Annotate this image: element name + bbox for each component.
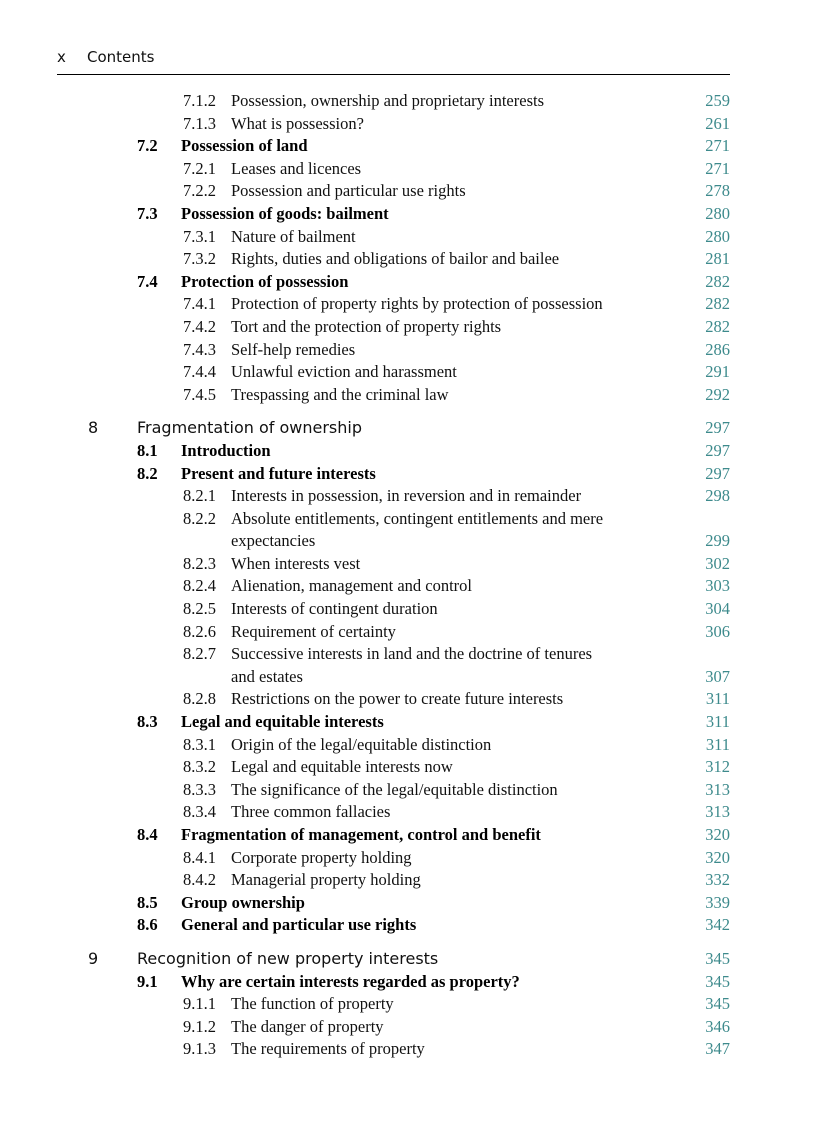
entry-page-number[interactable]: 278 bbox=[705, 181, 730, 201]
entry-page-number[interactable]: 259 bbox=[705, 91, 730, 110]
table-of-contents bbox=[0, 90, 816, 1061]
entry-title: Group ownership bbox=[181, 892, 305, 912]
entry-page-number[interactable]: 311 bbox=[705, 734, 730, 754]
entry-title: expectancies bbox=[231, 531, 316, 551]
entry-page-number[interactable]: 298 bbox=[705, 486, 730, 506]
entry-number: 8.2.4 bbox=[183, 576, 216, 596]
entry-title: The function of property bbox=[231, 994, 394, 1014]
entry-title: Three common fallacies bbox=[231, 802, 391, 822]
entry-title: Legal and equitable interests bbox=[181, 712, 384, 732]
toc-entry-sub[interactable] bbox=[0, 688, 816, 711]
entry-title: Protection of property rights by protection of possession bbox=[231, 294, 603, 314]
entry-page-number[interactable]: 271 bbox=[705, 158, 730, 178]
entry-number: 9.1.2 bbox=[183, 1016, 216, 1036]
entry-page-number[interactable]: 332 bbox=[705, 870, 730, 890]
page-folio: x bbox=[57, 48, 66, 66]
entry-number: 9.1 bbox=[137, 971, 158, 991]
entry-title: The significance of the legal/equitable distinction bbox=[231, 779, 558, 799]
toc-entry-sub[interactable] bbox=[0, 553, 816, 576]
entry-title: Absolute entitlements, contingent entitlements and mere bbox=[231, 508, 604, 528]
entry-page-number[interactable]: 312 bbox=[705, 757, 730, 777]
entry-title: General and particular use rights bbox=[181, 915, 417, 935]
entry-number: 8.2.5 bbox=[183, 599, 216, 619]
entry-number: 7.2.1 bbox=[183, 158, 216, 178]
toc-entry-sub[interactable] bbox=[0, 485, 816, 508]
toc-entry-section[interactable] bbox=[0, 892, 816, 915]
entry-number: 8.2 bbox=[137, 463, 158, 483]
toc-entry-section[interactable] bbox=[0, 135, 816, 158]
toc-entry-section[interactable] bbox=[0, 203, 816, 226]
entry-page-number[interactable]: 291 bbox=[705, 362, 730, 382]
entry-number: 8.3.3 bbox=[183, 779, 216, 799]
entry-page-number[interactable]: 261 bbox=[705, 113, 730, 133]
entry-page-number[interactable]: 313 bbox=[705, 802, 730, 822]
entry-number: 7.4.3 bbox=[183, 339, 216, 359]
running-header bbox=[57, 46, 730, 75]
entry-title: Restrictions on the power to create future interests bbox=[231, 689, 564, 709]
entry-page-number[interactable]: 311 bbox=[705, 689, 730, 709]
toc-entry-sub[interactable] bbox=[0, 361, 816, 384]
toc-entry-section[interactable] bbox=[0, 914, 816, 937]
entry-page-number[interactable]: 313 bbox=[705, 779, 730, 799]
entry-page-number[interactable]: 282 bbox=[705, 316, 730, 336]
entry-page-number[interactable]: 299 bbox=[705, 531, 730, 551]
toc-entry-sub[interactable] bbox=[0, 384, 816, 407]
entry-title: Possession, ownership and proprietary interests bbox=[231, 91, 544, 110]
entry-number: 7.3 bbox=[137, 203, 158, 223]
running-title: Contents bbox=[87, 48, 155, 66]
entry-title: Self-help remedies bbox=[231, 339, 356, 359]
entry-number: 7.1.3 bbox=[183, 113, 216, 133]
entry-title: Alienation, management and control bbox=[231, 576, 473, 596]
toc-entry-chapter[interactable] bbox=[0, 948, 816, 971]
entry-number: 7.4 bbox=[137, 271, 158, 291]
entry-number: 8.2.6 bbox=[183, 621, 216, 641]
entry-title: Why are certain interests regarded as property? bbox=[181, 971, 520, 991]
toc-entry-sub[interactable] bbox=[0, 339, 816, 362]
toc-entry-sub[interactable] bbox=[0, 801, 816, 824]
entry-page-number[interactable]: 307 bbox=[705, 666, 730, 686]
toc-entry-sub[interactable] bbox=[0, 158, 816, 181]
entry-page-number[interactable]: 280 bbox=[705, 226, 730, 246]
entry-page-number[interactable]: 320 bbox=[705, 847, 730, 867]
entry-title: Recognition of new property interests bbox=[137, 948, 439, 968]
entry-title: Trespassing and the criminal law bbox=[231, 384, 449, 404]
entry-number: 8.4.2 bbox=[183, 870, 216, 890]
entry-title: Unlawful eviction and harassment bbox=[231, 362, 457, 382]
entry-number: 8.2.1 bbox=[183, 486, 216, 506]
entry-number: 8.3.2 bbox=[183, 757, 216, 777]
toc-entry-sub[interactable] bbox=[0, 293, 816, 316]
toc-entry-sub[interactable] bbox=[0, 316, 816, 339]
entry-page-number[interactable]: 281 bbox=[705, 249, 730, 269]
entry-page-number[interactable]: 282 bbox=[705, 271, 730, 291]
entry-number: 8.3.4 bbox=[183, 802, 216, 822]
toc-entry-section[interactable] bbox=[0, 711, 816, 734]
entry-title: Corporate property holding bbox=[231, 847, 412, 867]
toc-entry-sub[interactable] bbox=[0, 1038, 816, 1061]
entry-title: Fragmentation of ownership bbox=[137, 418, 362, 438]
entry-number: 8.3.1 bbox=[183, 734, 216, 754]
toc-entry-sub[interactable] bbox=[0, 643, 816, 666]
entry-page-number[interactable]: 280 bbox=[705, 203, 730, 223]
entry-number: 9.1.1 bbox=[183, 994, 216, 1014]
entry-number: 8.5 bbox=[137, 892, 158, 912]
entry-page-number[interactable]: 297 bbox=[705, 463, 730, 483]
entry-page-number[interactable]: 282 bbox=[705, 294, 730, 314]
entry-number: 7.4.2 bbox=[183, 316, 216, 336]
toc-entry-section[interactable] bbox=[0, 971, 816, 994]
entry-title: The requirements of property bbox=[231, 1039, 425, 1059]
toc-entry-cont[interactable] bbox=[0, 666, 816, 689]
entry-page-number[interactable]: 306 bbox=[705, 621, 730, 641]
entry-number: 7.1.2 bbox=[183, 91, 216, 110]
toc-entry-sub[interactable] bbox=[0, 180, 816, 203]
toc-entry-sub[interactable] bbox=[0, 734, 816, 757]
entry-title: Possession of goods: bailment bbox=[181, 203, 389, 223]
toc-entry-sub[interactable] bbox=[0, 575, 816, 598]
toc-entry-sub[interactable] bbox=[0, 993, 816, 1016]
toc-entry-sub[interactable] bbox=[0, 847, 816, 870]
toc-entry-chapter[interactable] bbox=[0, 417, 816, 440]
entry-title: Tort and the protection of property rights bbox=[231, 316, 502, 336]
entry-title: Successive interests in land and the doctrine of tenures bbox=[231, 644, 593, 664]
entry-page-number[interactable]: 347 bbox=[705, 1039, 730, 1059]
entry-title: Requirement of certainty bbox=[231, 621, 396, 641]
entry-page-number[interactable]: 286 bbox=[705, 339, 730, 359]
entry-title: Introduction bbox=[181, 440, 271, 460]
toc-entry-sub[interactable] bbox=[0, 598, 816, 621]
entry-title: Nature of bailment bbox=[231, 226, 356, 246]
entry-page-number[interactable]: 345 bbox=[705, 994, 730, 1014]
entry-title: Interests in possession, in reversion and in remainder bbox=[231, 486, 582, 506]
toc-entry-section[interactable] bbox=[0, 824, 816, 847]
entry-number: 9 bbox=[88, 948, 99, 968]
entry-number: 8.6 bbox=[137, 915, 158, 935]
entry-page-number[interactable]: 342 bbox=[705, 915, 730, 935]
toc-entry-sub[interactable] bbox=[0, 113, 816, 136]
toc-entry-sub[interactable] bbox=[0, 226, 816, 249]
entry-title: Leases and licences bbox=[231, 158, 362, 178]
toc-entry-sub[interactable] bbox=[0, 90, 816, 113]
toc-entry-cont[interactable] bbox=[0, 530, 816, 553]
entry-page-number[interactable]: 303 bbox=[705, 576, 730, 596]
entry-page-number[interactable]: 297 bbox=[705, 440, 730, 460]
entry-page-number[interactable]: 304 bbox=[705, 599, 730, 619]
entry-title: Origin of the legal/equitable distinction bbox=[231, 734, 492, 754]
entry-page-number[interactable]: 292 bbox=[705, 384, 730, 404]
entry-title: and estates bbox=[231, 666, 303, 686]
entry-title: The danger of property bbox=[231, 1016, 384, 1036]
toc-entry-sub[interactable] bbox=[0, 508, 816, 531]
entry-title: Possession and particular use rights bbox=[231, 181, 466, 201]
toc-entry-sub[interactable] bbox=[0, 1016, 816, 1039]
entry-number: 7.3.1 bbox=[183, 226, 216, 246]
entry-title: Rights, duties and obligations of bailor and bailee bbox=[231, 249, 560, 269]
entry-title: When interests vest bbox=[231, 553, 361, 573]
entry-page-number[interactable]: 339 bbox=[705, 892, 730, 912]
entry-number: 8.4.1 bbox=[183, 847, 216, 867]
entry-page-number[interactable]: 345 bbox=[705, 948, 730, 968]
entry-page-number[interactable]: 311 bbox=[705, 712, 730, 732]
entry-title: Protection of possession bbox=[181, 271, 349, 291]
toc-entry-section[interactable] bbox=[0, 463, 816, 486]
entry-title: Possession of land bbox=[181, 136, 308, 156]
toc-entry-sub[interactable] bbox=[0, 779, 816, 802]
entry-page-number[interactable]: 320 bbox=[705, 825, 730, 844]
entry-number: 8 bbox=[88, 418, 99, 438]
toc-entry-sub[interactable] bbox=[0, 621, 816, 644]
entry-page-number[interactable]: 297 bbox=[705, 418, 730, 438]
toc-entry-sub[interactable] bbox=[0, 756, 816, 779]
entry-number: 9.1.3 bbox=[183, 1039, 216, 1059]
entry-title: What is possession? bbox=[231, 113, 364, 133]
entry-number: 8.3 bbox=[137, 712, 158, 732]
entry-number: 8.2.3 bbox=[183, 553, 216, 573]
toc-entry-section[interactable] bbox=[0, 271, 816, 294]
toc-entry-sub[interactable] bbox=[0, 248, 816, 271]
entry-number: 7.4.1 bbox=[183, 294, 216, 314]
entry-number: 7.2 bbox=[137, 136, 158, 156]
entry-number: 7.3.2 bbox=[183, 249, 216, 269]
entry-title: Managerial property holding bbox=[231, 870, 421, 890]
toc-entry-sub[interactable] bbox=[0, 869, 816, 892]
entry-page-number[interactable]: 345 bbox=[705, 971, 730, 991]
entry-page-number[interactable]: 302 bbox=[705, 553, 730, 573]
entry-title: Present and future interests bbox=[181, 463, 376, 483]
entry-number: 8.2.7 bbox=[183, 644, 216, 664]
entry-number: 7.4.4 bbox=[183, 362, 216, 382]
entry-number: 7.2.2 bbox=[183, 181, 216, 201]
entry-number: 7.4.5 bbox=[183, 384, 216, 404]
entry-title: Legal and equitable interests now bbox=[231, 757, 453, 777]
entry-number: 8.2.8 bbox=[183, 689, 216, 709]
entry-page-number[interactable]: 346 bbox=[705, 1016, 730, 1036]
toc-entry-section[interactable] bbox=[0, 440, 816, 463]
entry-number: 8.2.2 bbox=[183, 508, 216, 528]
entry-number: 8.4 bbox=[137, 825, 158, 844]
entry-title: Fragmentation of management, control and benefit bbox=[181, 825, 541, 844]
entry-title: Interests of contingent duration bbox=[231, 599, 438, 619]
entry-page-number[interactable]: 271 bbox=[705, 136, 730, 156]
entry-number: 8.1 bbox=[137, 440, 158, 460]
